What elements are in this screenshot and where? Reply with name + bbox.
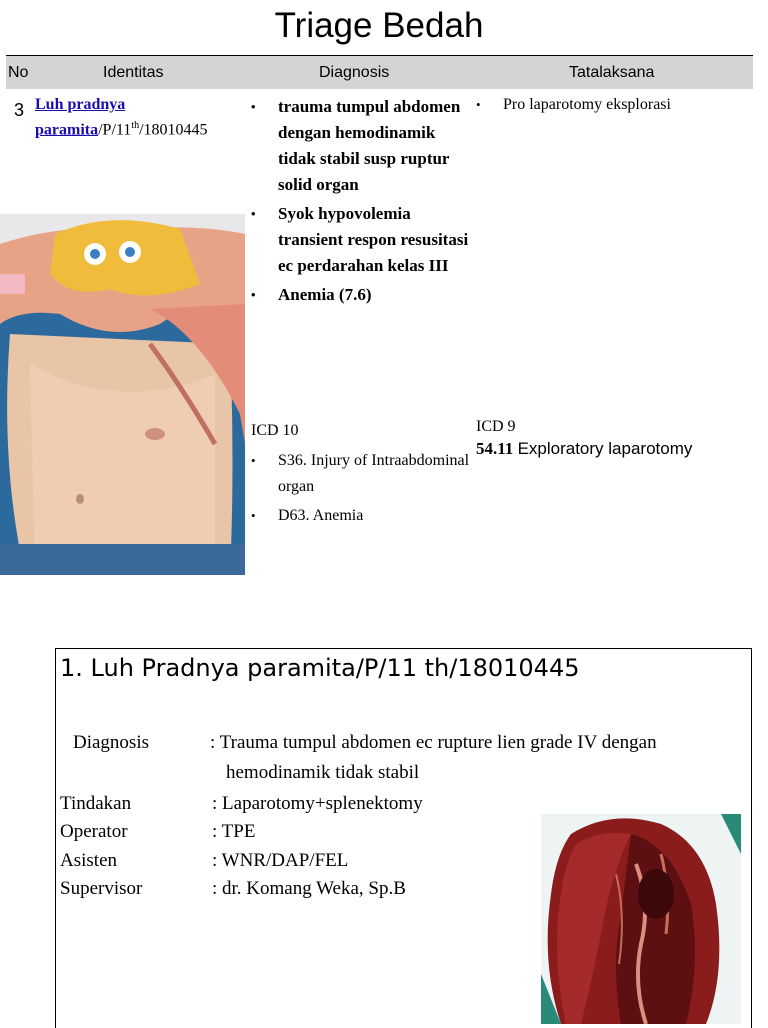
supervisor-label: Supervisor [60,878,143,899]
patient-sex-age: /P/11 [98,121,132,139]
tindakan-value: : Laparotomy+splenektomy [212,793,423,814]
diagnosis-item: • Anemia (7.6) [251,282,473,308]
age-unit-sup: th [131,120,140,131]
icd10-list [251,448,473,532]
patient-abdomen-photo [0,214,245,575]
table-header [6,56,753,89]
patient-name-line2: paramita [35,121,99,139]
header-no: No [8,64,29,81]
icd9-procedure [476,439,692,459]
row-number: 3 [14,100,25,120]
diagnosis-label: Diagnosis [73,732,149,753]
icd10-item: • S36. Injury of Intraabdominal organ [251,448,473,500]
asisten-value: : WNR/DAP/FEL [212,850,349,871]
header-diagnosis: Diagnosis [319,64,390,81]
operator-value: : TPE [212,821,256,842]
header-identitas: Identitas [103,64,164,81]
tindakan-label: Tindakan [60,793,132,814]
diagnosis-value-line1: : Trauma tumpul abdomen ec rupture lien grade IV dengan [210,732,657,753]
icd9-label: ICD 9 [476,418,516,435]
asisten-label: Asisten [60,850,117,871]
icd10-item: • D63. Anemia [251,503,473,529]
icd9-code: 54.11 [476,439,514,458]
diagnosis-value-line2: hemodinamik tidak stabil [226,762,420,783]
patient-record-number: /18010445 [139,121,208,139]
patient-identity [35,94,235,140]
patient-name-line1: Luh pradnya [35,96,126,113]
management-list [476,94,671,116]
summary-title: 1. Luh Pradnya paramita/P/11 th/18010445 [60,654,580,682]
supervisor-value: : dr. Komang Weka, Sp.B [212,878,406,899]
operator-label: Operator [60,821,128,842]
diagnosis-item: • Syok hypovolemia transient respon resusitasi ec perdarahan kelas III [251,201,473,279]
diagnosis-list [251,94,473,311]
header-tatalaksana: Tatalaksana [569,64,655,81]
diagnosis-item: • trauma tumpul abdomen dengan hemodinamik tidak stabil susp ruptur solid organ [251,94,473,198]
spleen-specimen-photo [541,814,741,1024]
management-item: • Pro laparotomy eksplorasi [476,94,671,116]
icd10-label: ICD 10 [251,422,299,439]
icd9-description: Exploratory laparotomy [517,439,693,458]
page-title: Triage Bedah [274,6,484,45]
